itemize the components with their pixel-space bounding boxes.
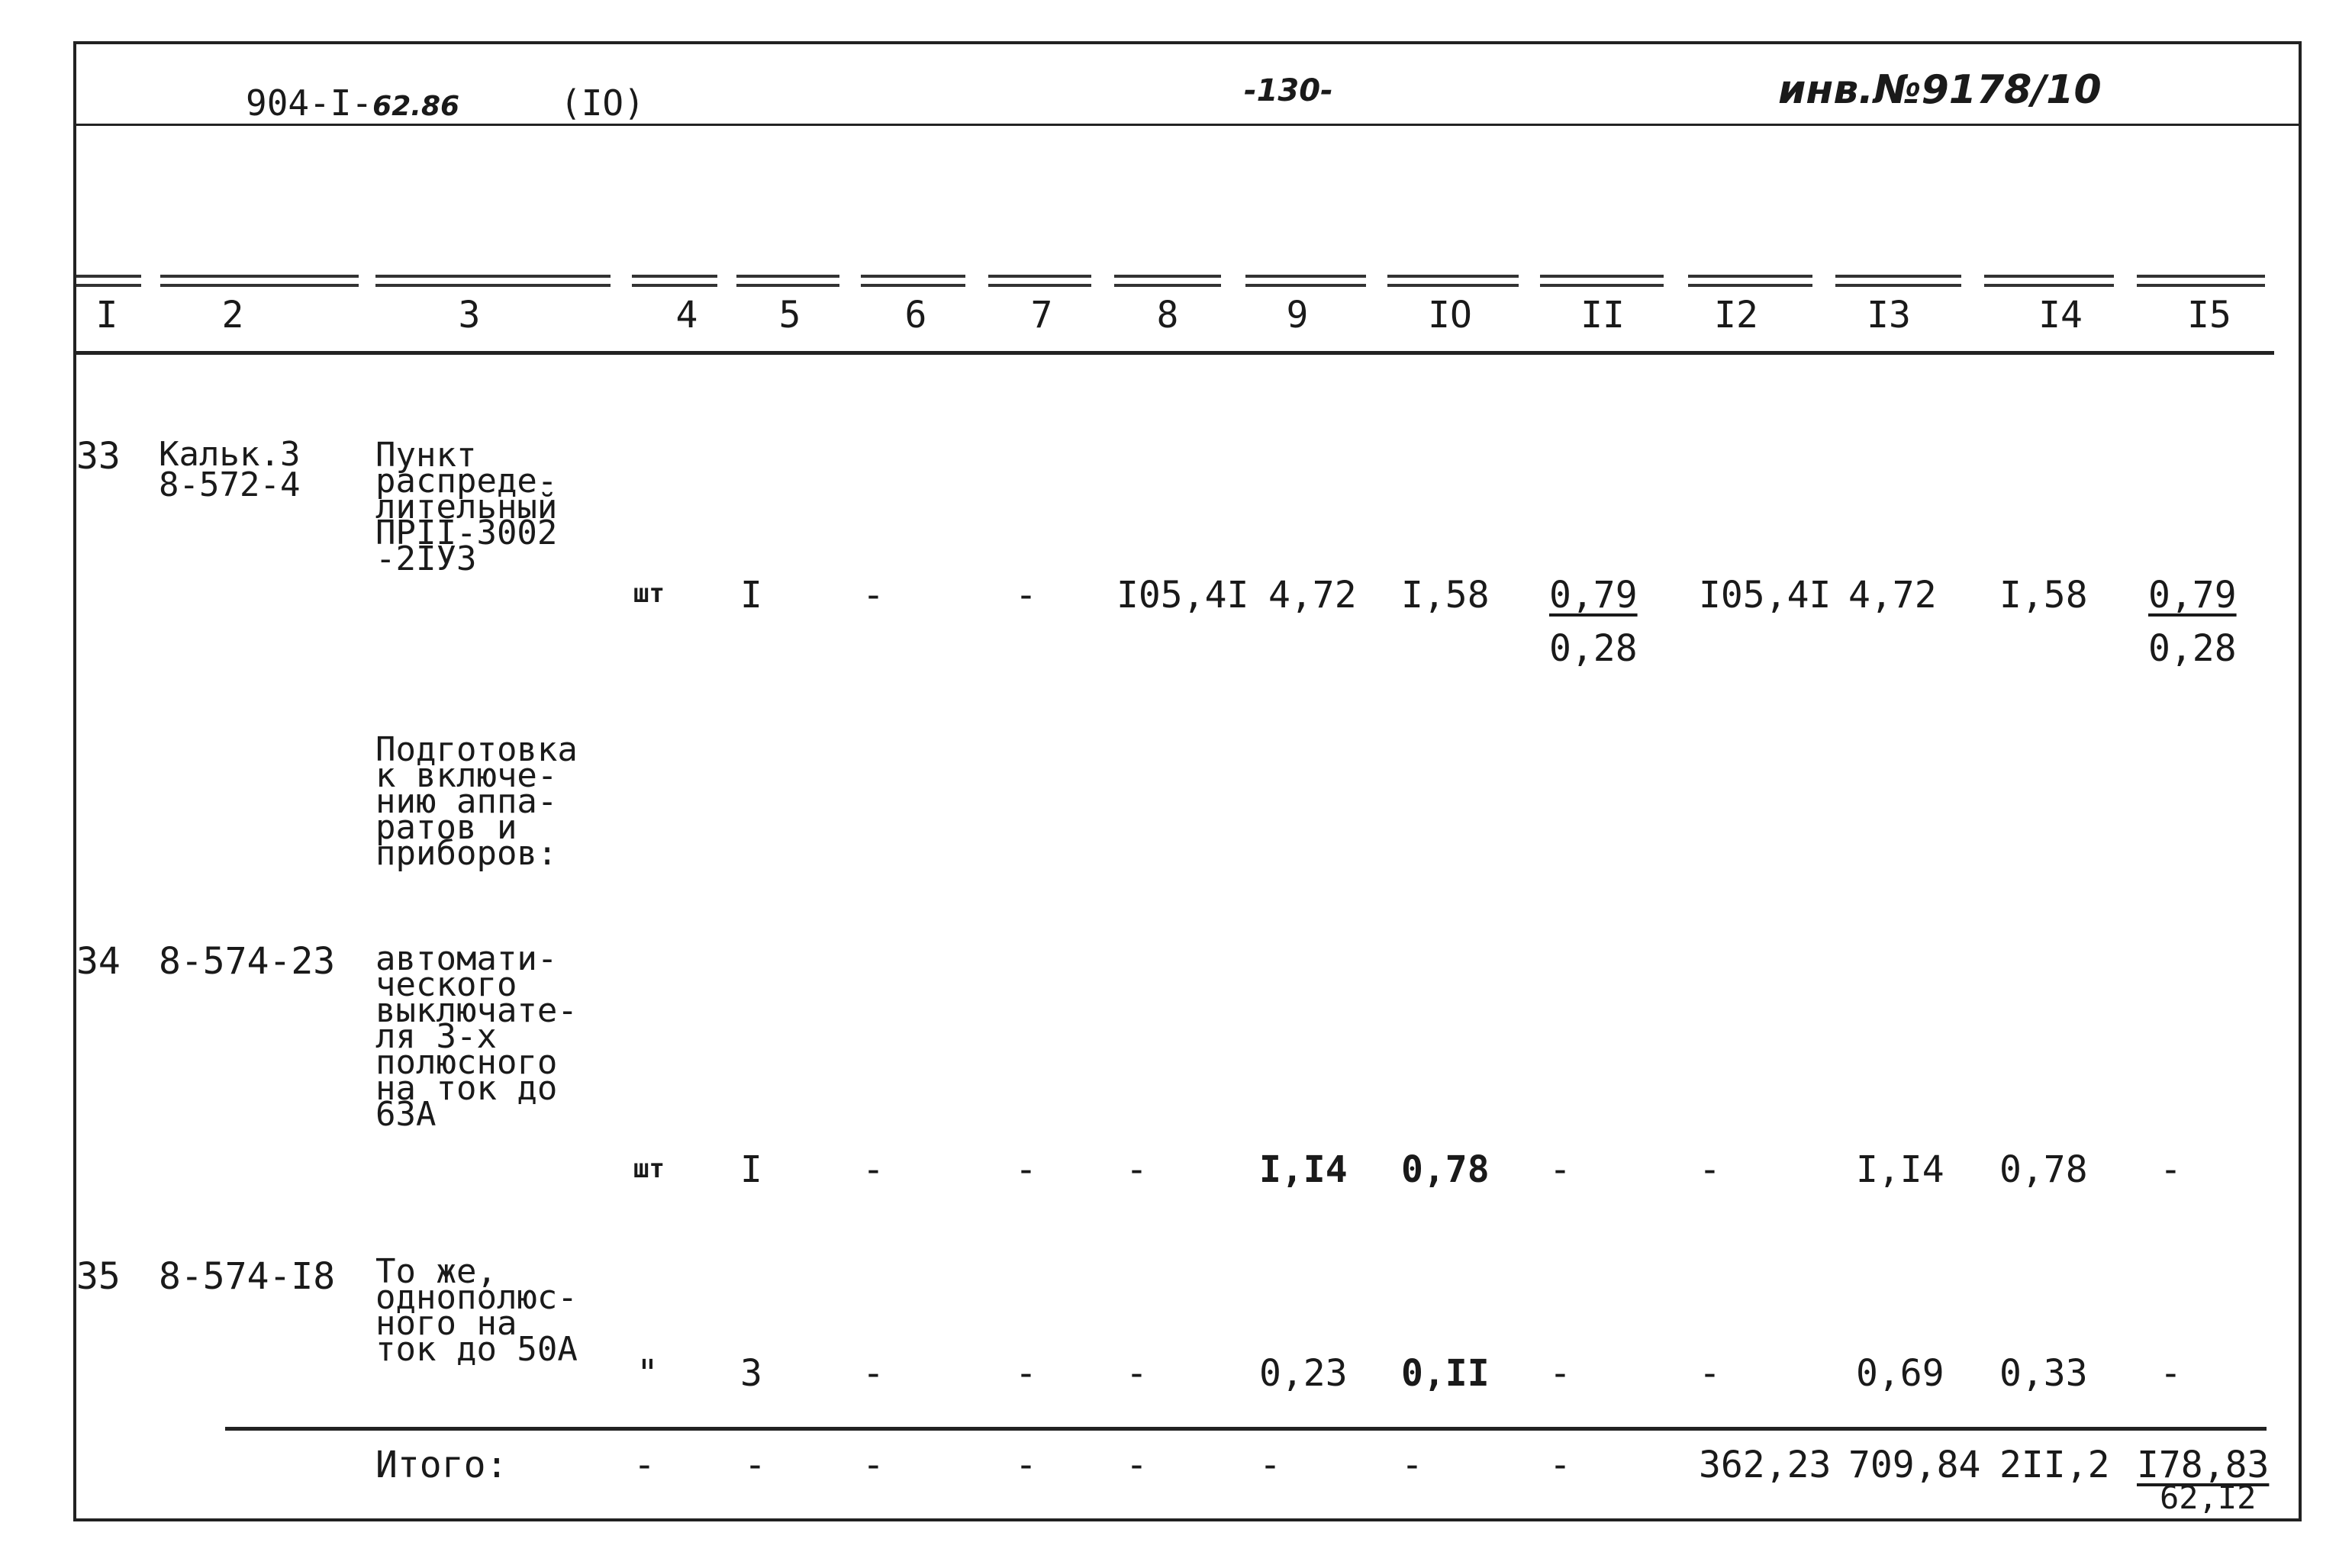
row-unit: " — [636, 1352, 659, 1395]
row-col13: 0,69 — [1856, 1352, 1944, 1395]
row-col15-bottom: 0,28 — [2148, 627, 2237, 670]
total-col7: - — [1015, 1444, 1037, 1486]
col-num-5: 5 — [778, 294, 801, 336]
document-code-handwritten: 62.86 — [372, 91, 460, 122]
row-code-line-1: Кальк.3 — [159, 435, 301, 474]
row-col15: - — [2160, 1148, 2182, 1191]
column-header-rule-6-2 — [861, 284, 965, 287]
total-col5: - — [744, 1444, 766, 1486]
row-col13: I,I4 — [1856, 1148, 1944, 1191]
column-header-rule-3-1 — [375, 275, 611, 278]
column-header-rule-10-1 — [1387, 275, 1519, 278]
row-col9: I,I4 — [1259, 1148, 1348, 1191]
row-col8: - — [1126, 1148, 1148, 1191]
column-header-rule-8-1 — [1114, 275, 1221, 278]
inventory-number: инв.№9178/10 — [1778, 67, 2102, 113]
row-name: То же, однополюс- ного на ток до 50А — [375, 1252, 578, 1369]
column-header-rule-4-1 — [632, 275, 717, 278]
page-number: -130- — [1244, 73, 1333, 108]
column-header-rule-1-1 — [76, 275, 141, 278]
row-col10: 0,II — [1401, 1352, 1490, 1395]
row-col14: 0,78 — [1999, 1148, 2088, 1191]
col-num-15: I5 — [2187, 294, 2231, 336]
row-qty: I — [740, 574, 762, 617]
column-header-rule-9-1 — [1245, 275, 1366, 278]
column-header-rule-13-2 — [1835, 284, 1961, 287]
row-col8: I05,4I — [1116, 574, 1249, 617]
total-col6: - — [862, 1444, 884, 1486]
row-col7: - — [1015, 574, 1037, 617]
row-col14: 0,33 — [1999, 1352, 2088, 1395]
group-heading: Подготовка к включе- нию аппа- ратов и приборов: — [375, 730, 578, 873]
row-qty: 3 — [740, 1352, 762, 1395]
total-col15-top: I78,83 — [2137, 1444, 2270, 1486]
total-rule — [225, 1427, 2267, 1431]
col-num-1: I — [95, 294, 118, 336]
row-col10: I,58 — [1401, 574, 1490, 617]
total-col13: 709,84 — [1848, 1444, 1981, 1486]
total-col8: - — [1126, 1444, 1148, 1486]
sheet-number: (IO) — [560, 82, 645, 124]
row-col7: - — [1015, 1148, 1037, 1191]
row-col6: - — [862, 1148, 884, 1191]
column-header-rule-15-1 — [2137, 275, 2265, 278]
row-number: 34 — [76, 940, 121, 983]
column-header-rule-11-1 — [1540, 275, 1664, 278]
total-col12: 362,23 — [1699, 1444, 1832, 1486]
col-num-8: 8 — [1156, 294, 1179, 336]
column-header-rule-1-2 — [76, 284, 141, 287]
row-unit: шт — [633, 1154, 665, 1184]
row-col12: - — [1699, 1352, 1721, 1395]
row-col9: 0,23 — [1259, 1352, 1348, 1395]
column-header-rule-9-2 — [1245, 284, 1366, 287]
column-header-rule-7-1 — [988, 275, 1091, 278]
col-num-7: 7 — [1030, 294, 1053, 336]
row-qty: I — [740, 1148, 762, 1191]
col-num-3: 3 — [458, 294, 481, 336]
column-header-rule-14-2 — [1984, 284, 2114, 287]
column-header-rule-6-1 — [861, 275, 965, 278]
row-unit: шт — [633, 578, 665, 609]
column-header-rule-12-2 — [1688, 284, 1812, 287]
column-header-rule-2-2 — [160, 284, 359, 287]
col-num-11: II — [1580, 294, 1625, 336]
document-code-printed: 904-I- — [246, 82, 373, 124]
col-num-6: 6 — [904, 294, 927, 336]
column-header-rule-3-2 — [375, 284, 611, 287]
row-col12: - — [1699, 1148, 1721, 1191]
col-num-12: I2 — [1714, 294, 1758, 336]
row-col7: - — [1015, 1352, 1037, 1395]
row-name: автомати- ческого выключате- ля 3-х полюсного на ток до 63А — [375, 939, 578, 1134]
column-header-rule-11-2 — [1540, 284, 1664, 287]
row-code-line-2: 8-572-4 — [159, 465, 301, 504]
col-num-13: I3 — [1867, 294, 1911, 336]
col-num-2: 2 — [221, 294, 244, 336]
col-num-4: 4 — [675, 294, 698, 336]
row-col11: - — [1549, 1148, 1571, 1191]
row-col12: I05,4I — [1699, 574, 1832, 617]
total-col15-bottom: 62,I2 — [2160, 1479, 2257, 1516]
total-col14: 2II,2 — [1999, 1444, 2110, 1486]
row-col14: I,58 — [1999, 574, 2088, 617]
row-col11-bottom: 0,28 — [1549, 627, 1638, 670]
row-number: 35 — [76, 1255, 121, 1298]
document-code — [246, 82, 459, 124]
row-col11-top: 0,79 — [1549, 574, 1638, 617]
column-header-rule-7-2 — [988, 284, 1091, 287]
row-number: 33 — [76, 435, 121, 478]
header-rule — [76, 124, 2299, 126]
total-col4: - — [633, 1444, 656, 1486]
row-col6: - — [862, 1352, 884, 1395]
total-col9: - — [1259, 1444, 1281, 1486]
row-col15-top: 0,79 — [2148, 574, 2237, 617]
row-col11: - — [1549, 1352, 1571, 1395]
total-label: Итого: — [375, 1444, 508, 1486]
row-col15: - — [2160, 1352, 2182, 1395]
column-header-rule-5-1 — [736, 275, 839, 278]
column-header-rule-4-2 — [632, 284, 717, 287]
column-header-rule-8-2 — [1114, 284, 1221, 287]
row-code-line-1: 8-574-I8 — [159, 1255, 336, 1298]
col-num-14: I4 — [2038, 294, 2083, 336]
row-col9: 4,72 — [1268, 574, 1357, 617]
column-header-rule-13-1 — [1835, 275, 1961, 278]
column-header-bottom-rule — [76, 351, 2274, 355]
column-header-rule-10-2 — [1387, 284, 1519, 287]
column-header-rule-15-2 — [2137, 284, 2265, 287]
row-name: Пункт распреде- лительный ПРII-3002 -2IУ3 — [375, 436, 558, 578]
total-col11: - — [1549, 1444, 1571, 1486]
row-col8: - — [1126, 1352, 1148, 1395]
row-code-line-1: 8-574-23 — [159, 940, 336, 983]
row-col6: - — [862, 574, 884, 617]
row-col10: 0,78 — [1401, 1148, 1490, 1191]
column-header-rule-2-1 — [160, 275, 359, 278]
column-header-rule-5-2 — [736, 284, 839, 287]
col-num-9: 9 — [1286, 294, 1309, 336]
row-col13: 4,72 — [1848, 574, 1937, 617]
total-col10: - — [1401, 1444, 1423, 1486]
column-header-rule-12-1 — [1688, 275, 1812, 278]
col-num-10: IO — [1428, 294, 1472, 336]
column-header-rule-14-1 — [1984, 275, 2114, 278]
